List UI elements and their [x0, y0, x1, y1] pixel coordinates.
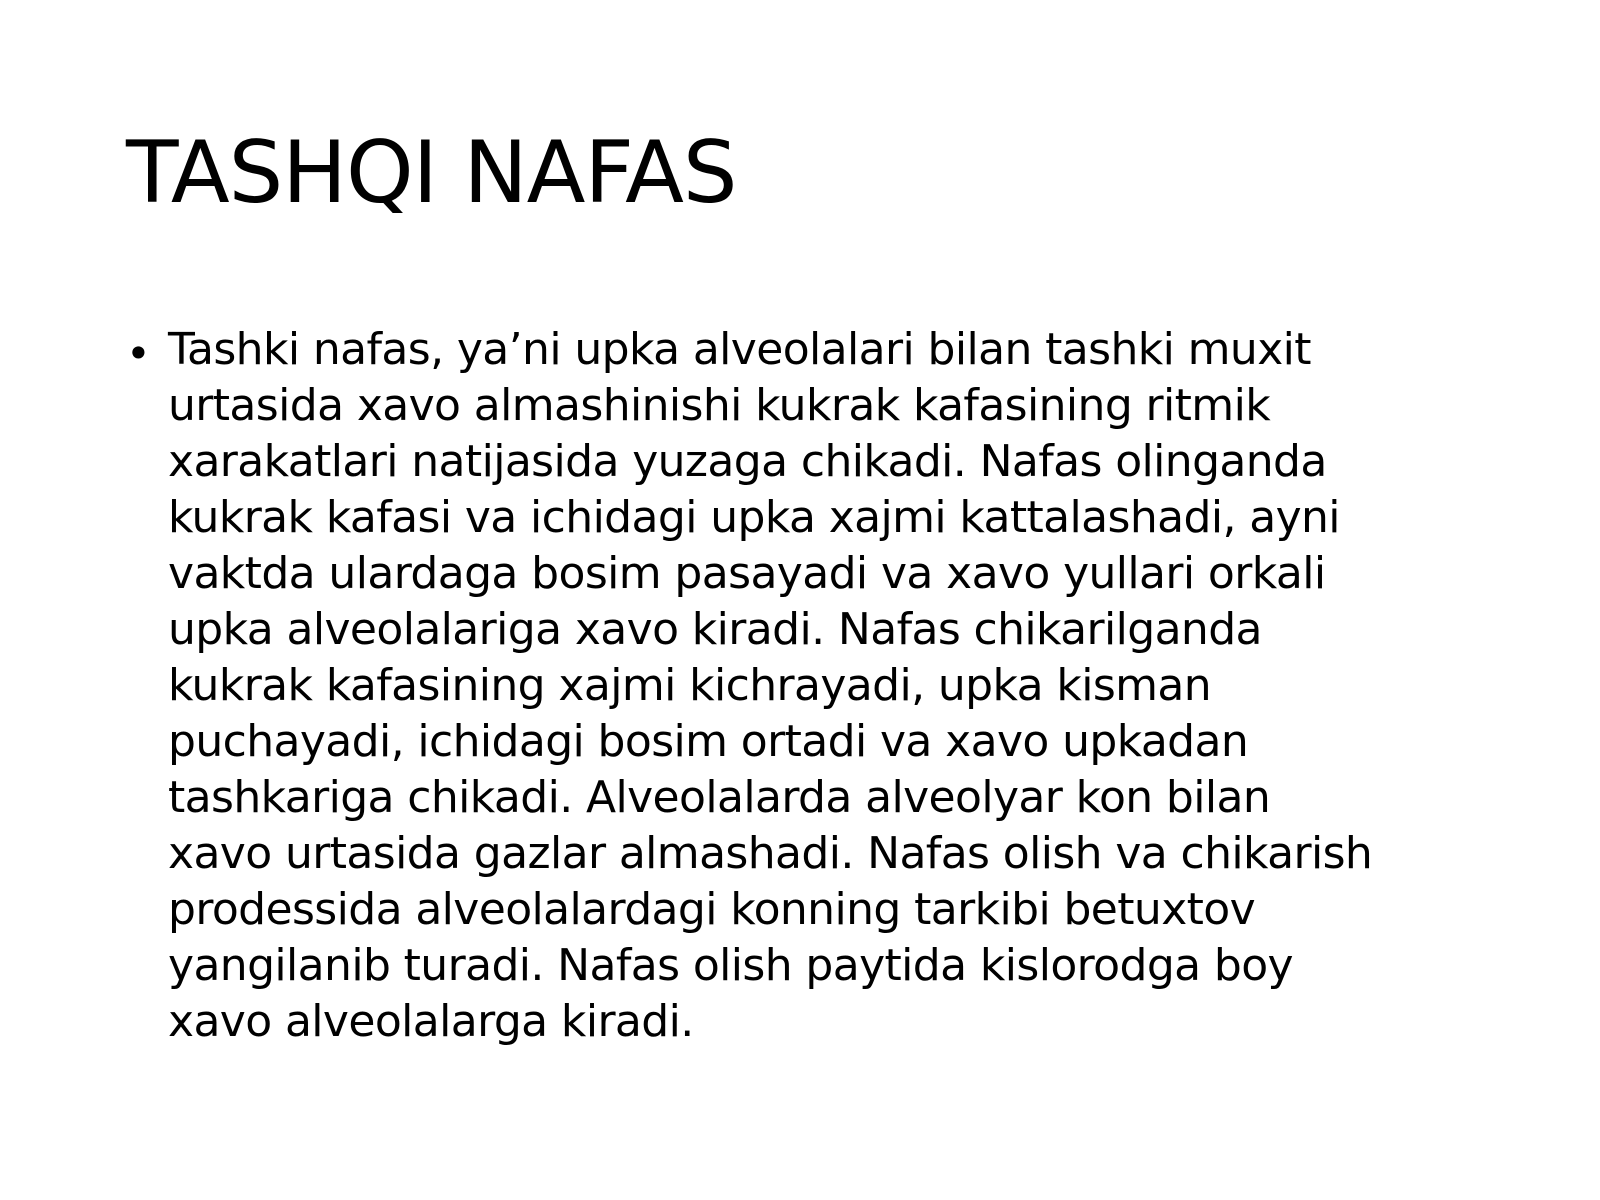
- bullet-icon: •: [126, 329, 151, 378]
- body-line: kukrak kafasining xajmi kichrayadi, upka kisman: [168, 660, 1212, 711]
- bullet-list: [126, 322, 1456, 1050]
- body-line: puchayadi, ichidagi bosim ortadi va xavo upkadan: [168, 716, 1249, 767]
- bullet-item: [126, 322, 1456, 1050]
- body-line: tashkariga chikadi. Alveolalarda alveolyar kon bilan: [168, 772, 1271, 823]
- body-line: xavo alveolalarga kiradi.: [168, 996, 694, 1047]
- body-line: xarakatlari natijasida yuzaga chikadi. Nafas olinganda: [168, 436, 1327, 487]
- body-line: urtasida xavo almashinishi kukrak kafasining ritmik: [168, 380, 1271, 431]
- body-line: upka alveolalariga xavo kiradi. Nafas chikarilganda: [168, 604, 1262, 655]
- slide-title: TASHQI NAFAS: [126, 123, 737, 223]
- body-line: vaktda ulardaga bosim pasayadi va xavo yullari orkali: [168, 548, 1326, 599]
- body-line: kukrak kafasi va ichidagi upka xajmi kattalashadi, ayni: [168, 492, 1340, 543]
- body-line: Tashki nafas, ya’ni upka alveolalari bilan tashki muxit: [168, 324, 1311, 375]
- body-line: yangilanib turadi. Nafas olish paytida kislorodga boy: [168, 940, 1293, 991]
- body-line: prodessida alveolalardagi konning tarkibi betuxtov: [168, 884, 1256, 935]
- body-line: xavo urtasida gazlar almashadi. Nafas olish va chikarish: [168, 828, 1373, 879]
- bullet-text: [168, 322, 1456, 1050]
